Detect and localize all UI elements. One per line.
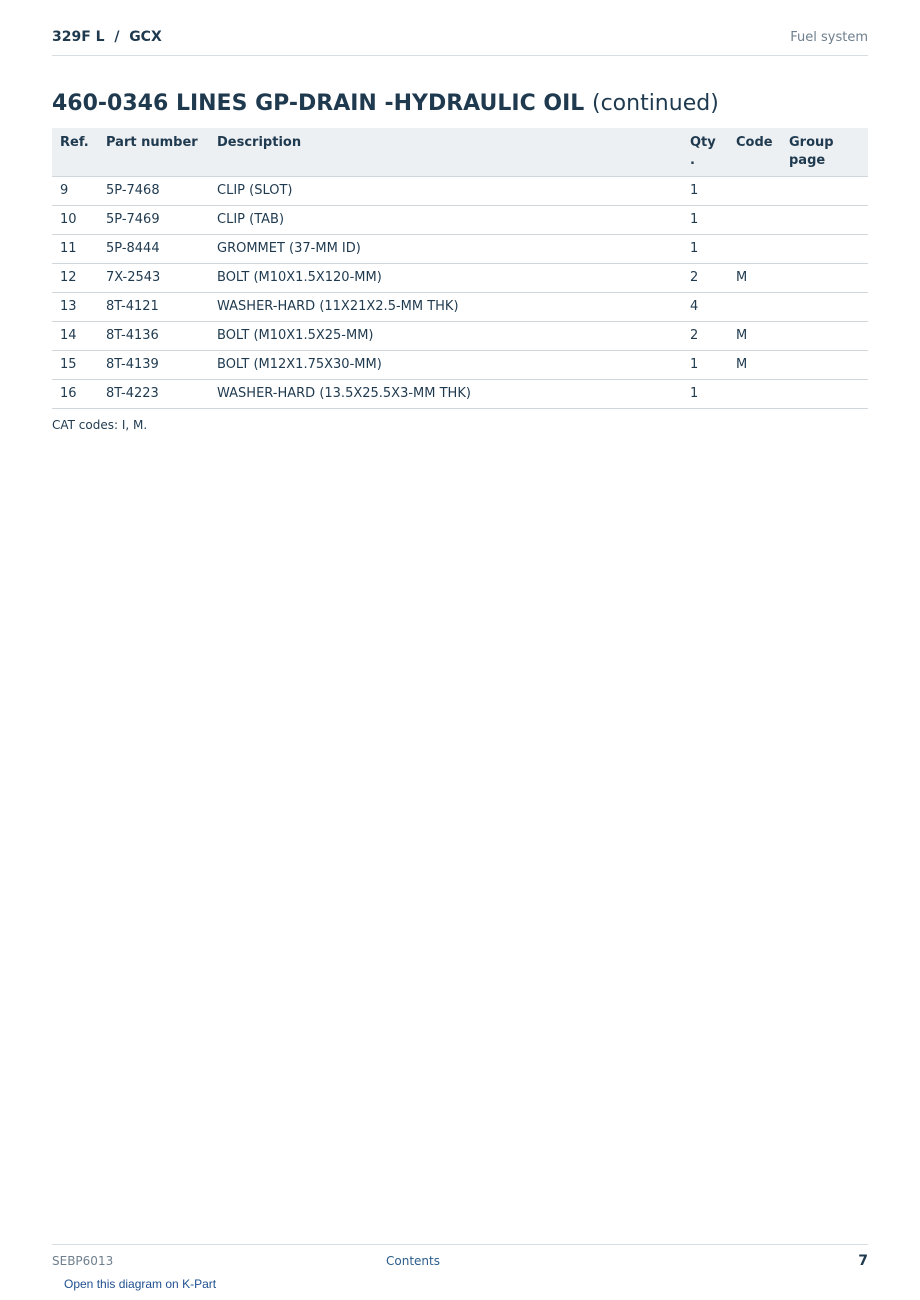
cell-group-page [781,292,868,321]
cell-ref: 12 [52,263,98,292]
cell-part-number: 8T-4121 [98,292,209,321]
cell-code: M [728,350,781,379]
model-label: 329F L / GCX [52,29,162,45]
cell-description: GROMMET (37-MM ID) [209,234,682,263]
cell-ref: 10 [52,205,98,234]
cell-code: M [728,263,781,292]
table-row [52,234,868,263]
cell-part-number: 5P-8444 [98,234,209,263]
cell-part-number: 5P-7469 [98,205,209,234]
cell-group-page [781,234,868,263]
page-title [52,90,719,118]
parts-table [52,128,868,409]
column-header-group-page: Group page [781,128,868,176]
cell-code [728,234,781,263]
table-row [52,350,868,379]
cell-part-number: 8T-4139 [98,350,209,379]
cell-description: WASHER-HARD (13.5X25.5X3-MM THK) [209,379,682,408]
cell-part-number: 5P-7468 [98,176,209,205]
cell-description: WASHER-HARD (11X21X2.5-MM THK) [209,292,682,321]
cell-ref: 9 [52,176,98,205]
table-row [52,205,868,234]
page-footer [52,1244,868,1295]
cell-ref: 16 [52,379,98,408]
cat-codes-note: CAT codes: I, M. [52,418,148,432]
cell-description: BOLT (M10X1.5X120-MM) [209,263,682,292]
table-header-row [52,128,868,176]
cell-qty: 1 [682,234,728,263]
cell-qty: 4 [682,292,728,321]
cell-description: BOLT (M10X1.5X25-MM) [209,321,682,350]
cell-description: CLIP (TAB) [209,205,682,234]
cell-code: M [728,321,781,350]
cell-group-page [781,205,868,234]
table-row [52,379,868,408]
cell-ref: 14 [52,321,98,350]
open-kpart-link[interactable]: Open this diagram on K-Part [64,1277,217,1291]
cell-code [728,205,781,234]
cell-qty: 1 [682,176,728,205]
table-row [52,263,868,292]
cell-code [728,176,781,205]
table-row [52,321,868,350]
cell-part-number: 7X-2543 [98,263,209,292]
page-number: 7 [858,1253,868,1269]
assembly-title: 460-0346 LINES GP-DRAIN -HYDRAULIC OIL [52,91,585,116]
cell-description: CLIP (SLOT) [209,176,682,205]
cell-qty: 2 [682,321,728,350]
column-header-code: Code [728,128,781,176]
cell-ref: 11 [52,234,98,263]
cell-qty: 1 [682,379,728,408]
cell-description: BOLT (M12X1.75X30-MM) [209,350,682,379]
cell-qty: 1 [682,350,728,379]
cell-code [728,292,781,321]
cell-part-number: 8T-4136 [98,321,209,350]
cell-group-page [781,350,868,379]
cell-group-page [781,263,868,292]
cell-part-number: 8T-4223 [98,379,209,408]
cell-qty: 1 [682,205,728,234]
column-header-ref: Ref. [52,128,98,176]
document-id: SEBP6013 [52,1254,114,1268]
contents-link[interactable]: Contents [386,1254,440,1268]
cell-ref: 13 [52,292,98,321]
page-header [52,28,868,56]
table-row [52,176,868,205]
table-row [52,292,868,321]
column-header-description: Description [209,128,682,176]
cell-group-page [781,379,868,408]
cell-qty: 2 [682,263,728,292]
section-name: Fuel system [790,30,868,45]
cell-group-page [781,176,868,205]
cell-code [728,379,781,408]
continued-label: (continued) [591,91,719,116]
cell-group-page [781,321,868,350]
column-header-qty: Qty . [682,128,728,176]
column-header-part-number: Part number [98,128,209,176]
cell-ref: 15 [52,350,98,379]
